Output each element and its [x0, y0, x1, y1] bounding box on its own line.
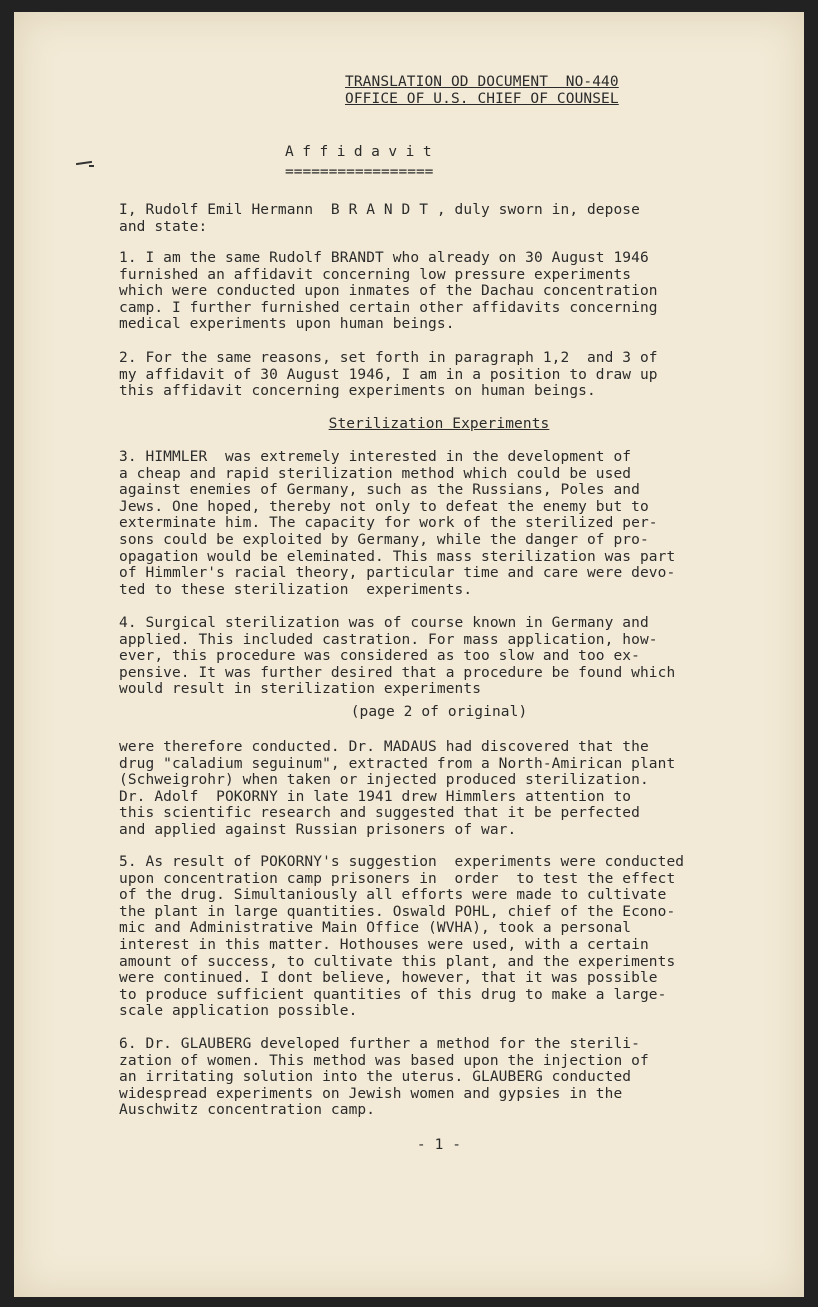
paragraph-4-continued: were therefore conducted. Dr. MADAUS had discovered that the drug "caladium seguinum", extracted from a North-Amirican plant (Schweigrohr) when taken or injected produced sterilization. Dr. Adolf POKORNY in late 1941 drew Himmlers attention to this scientific research and suggested that it be perfected and applied against Russian prisoners of war.	[119, 739, 676, 838]
paragraph-6: 6. Dr. GLAUBERG developed further a method for the sterili- zation of women. This method was based upon the injection of an irritating solution into the uterus. GLAUBERG conducted widespread experiments on Jewish women and gypsies in the Auschwitz concentration camp.	[119, 1036, 649, 1119]
document-page	[14, 12, 804, 1297]
page-marker: (page 2 of original)	[350, 704, 528, 720]
title-underline: =================	[285, 164, 434, 180]
paragraph-3: 3. HIMMLER was extremely interested in the development of a cheap and rapid sterilization method which could be used against enemies of Germany, such as the Russians, Poles and Jews. One hoped, thereby not only to defeat the enemy but to exterminate him. The capacity for work of the sterilized per- sons could be exploited by Germany, while the danger of pro- opagation would be eleminated. This mass sterilization was part of Himmler's racial theory, particular time and care were devo- ted to these sterilization experiments.	[119, 449, 676, 598]
header-line-2: OFFICE OF U.S. CHIEF OF COUNSEL	[345, 90, 619, 107]
paragraph-2: 2. For the same reasons, set forth in paragraph 1,2 and 3 of my affidavit of 30 August 1946, I am in a position to draw up this affidavit concerning experiments on human beings.	[119, 350, 658, 400]
intro-paragraph: I, Rudolf Emil Hermann B R A N D T , duly sworn in, depose and state:	[119, 202, 640, 235]
document-header	[345, 74, 619, 107]
header-line-1: TRANSLATION OD DOCUMENT NO-440	[345, 74, 619, 90]
pen-mark	[89, 165, 94, 167]
paragraph-5: 5. As result of POKORNY's suggestion experiments were conducted upon concentration camp prisoners in order to test the effect of the drug. Simultaniously all efforts were made to cultivate the plant in large quantities. Oswald POHL, chief of the Econo- mic and Administrative Main Office (WVHA), took a personal interest in this matter. Hothouses were used, with a certain amount of success, to cultivate this plant, and the experiments were continued. I dont believe, however, that it was possible to produce sufficient quantities of this drug to make a large- scale application possible.	[119, 854, 685, 1020]
section-heading: Sterilization Experiments	[328, 416, 550, 432]
paragraph-1: 1. I am the same Rudolf BRANDT who already on 30 August 1946 furnished an affidavit concerning low pressure experiments which were conducted upon inmates of the Dachau concentration camp. I further furnished certain other affidavits concerning medical experiments upon human beings.	[119, 250, 658, 333]
paragraph-4: 4. Surgical sterilization was of course known in Germany and applied. This included castration. For mass application, how- ever, this procedure was considered as too slow and too ex- pensive. It was further desired that a procedure be found which would result in sterilization experiments	[119, 615, 676, 698]
page-number: - 1 -	[416, 1137, 462, 1153]
document-title: Affidavit	[285, 144, 441, 160]
